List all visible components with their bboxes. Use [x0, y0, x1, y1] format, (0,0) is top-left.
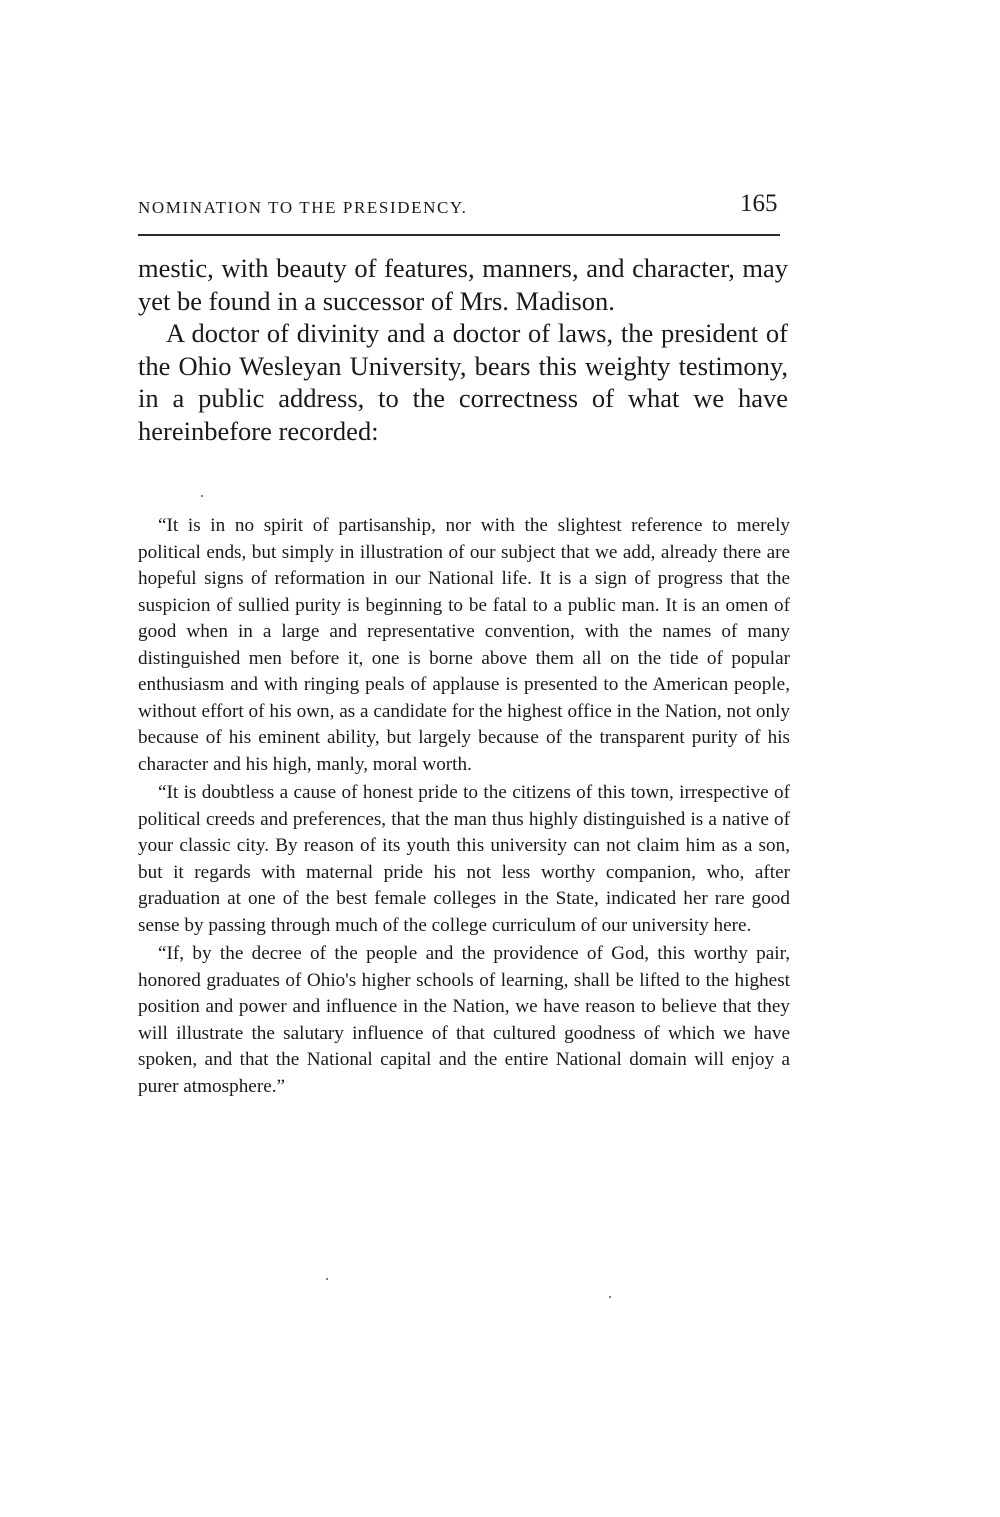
- print-speck: [326, 1278, 328, 1280]
- running-head: [0, 190, 800, 226]
- quotation-paragraph: “It is in no spirit of partisanship, nor with the slightest reference to merely political ends, but simply in illustration of our subject that we add, already there are hopeful signs of reformation in our National life. It is a sign of progress that the suspicion of sullied purity is beginning to be fatal to a public man. It is an omen of good when in a large and representative convention, with the names of many distinguished men before it, one is borne above them all on the tide of popular enthusiasm and with ringing peals of applause is presented to the American people, without effort of his own, as a candidate for the highest office in the Nation, not only because of his eminent ability, but largely because of the transparent purity of his character and his high, manly, moral worth.: [138, 515, 790, 775]
- quotation-paragraph: “It is doubtless a cause of honest pride to the citizens of this town, irrespective of political creeds and preferences, that the man thus highly distinguished is a native of your classic city. By reason of its youth this university can not claim him as a son, but it regards with maternal pride his not less worthy companion, who, after graduation at one of the best female colleges in the State, indicated her rare good sense by passing through much of the college curriculum of our university here.: [138, 782, 790, 936]
- page-number: 165: [740, 190, 778, 217]
- quotation-paragraph: “If, by the decree of the people and the providence of God, this worthy pair, honored graduates of Ohio's higher schools of learning, shall be lifted to the highest position and power and influence in the Nation, we have reason to believe that they will illustrate the salutary influence of that cultured goodness of which we have spoken, and that the National capital and the entire National domain will enjoy a purer atmosphere.”: [138, 943, 790, 1097]
- header-rule: [138, 234, 780, 236]
- body-paragraph: mestic, with beauty of features, manners, and character, may yet be found in a successor of Mrs. Madison.: [138, 253, 788, 316]
- running-title: NOMINATION TO THE PRESIDENCY.: [138, 198, 468, 217]
- print-speck: [201, 495, 203, 497]
- body-text: [138, 252, 788, 447]
- block-quotation: [138, 513, 790, 1100]
- body-paragraph: A doctor of divinity and a doctor of laws, the president of the Ohio Wesleyan University, bears this weighty testimony, in a public address, to the correctness of what we have hereinbefore recorded:: [138, 318, 788, 446]
- print-speck: [609, 1296, 611, 1298]
